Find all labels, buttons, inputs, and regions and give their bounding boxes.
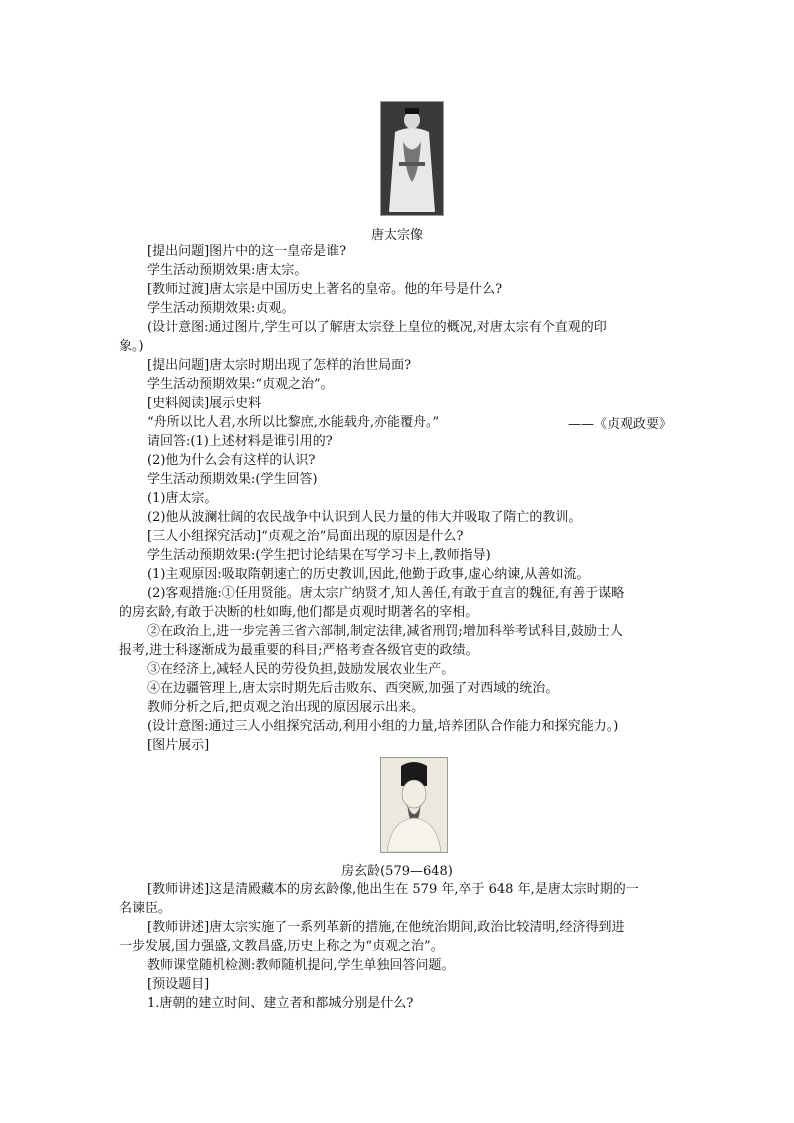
line2-2: [教师讲述]唐太宗实施了一系列革新的措施,在他统治期间,政治比较清明,经济得到进 [147, 920, 625, 935]
line2-6: 1.唐朝的建立时间、建立者和都城分别是什么? [147, 996, 414, 1011]
line-13: (1)唐太宗。 [147, 491, 218, 506]
line-7: 学生活动预期效果:“贞观之治”。 [147, 377, 334, 392]
line2-3: 一步发展,国力强盛,文教昌盛,历史上称之为“贞观之治”。 [119, 939, 444, 954]
line-19: 的房玄龄,有敢于决断的杜如晦,他们都是贞观时期著名的宰相。 [119, 605, 479, 620]
line-12: 学生活动预期效果:(学生回答) [147, 472, 318, 487]
portrait-image-2 [381, 758, 447, 852]
line-22: ③在经济上,减轻人民的劳役负担,鼓励发展农业生产。 [147, 662, 455, 677]
fang-xuanling-portrait [380, 757, 448, 853]
line-14: (2)他从波澜壮阔的农民战争中认识到人民力量的伟大并吸取了隋亡的教训。 [147, 510, 582, 525]
line-15: [三人小组探究活动]“贞观之治”局面出现的原因是什么? [147, 529, 464, 544]
line-4: (设计意图:通过图片,学生可以了解唐太宗登上皇位的概况,对唐太宗有个直观的印 [147, 320, 607, 335]
line-10: 请回答:(1)上述材料是谁引用的? [147, 434, 333, 449]
line-23: ④在边疆管理上,唐太宗时期先后击败东、西突厥,加强了对西域的统治。 [147, 681, 559, 696]
line-1: 学生活动预期效果:唐太宗。 [147, 263, 308, 278]
line2-5: [预设题目] [147, 977, 210, 992]
line2-4: 教师课堂随机检测:教师随机提问,学生单独回答问题。 [147, 958, 455, 973]
line-24: 教师分析之后,把贞观之治出现的原因展示出来。 [147, 700, 425, 715]
line-5: 象。) [119, 339, 144, 354]
portrait-image-1 [381, 102, 443, 215]
figure2-caption: 房玄龄(579—648) [341, 864, 453, 879]
line-2: [教师过渡]唐太宗是中国历史上著名的皇帝。他的年号是什么? [147, 282, 503, 297]
line-21: 报考,进士科逐渐成为最重要的科目;严格考查各级官吏的政绩。 [119, 643, 479, 658]
line-3: 学生活动预期效果:贞观。 [147, 301, 295, 316]
line-6: [提出问题]唐太宗时期出现了怎样的治世局面? [147, 358, 412, 373]
line-26: [图片展示] [147, 738, 210, 753]
quote-line: “舟所以比人君,水所以比黎庶,水能载舟,亦能覆舟。” [147, 415, 440, 430]
tang-taizong-portrait [380, 101, 444, 216]
line-8: [史料阅读]展示史料 [147, 396, 262, 411]
line-17: (1)主观原因:吸取隋朝速亡的历史教训,因此,他勤于政事,虚心纳谏,从善如流。 [147, 567, 590, 582]
quote-source: ——《贞观政要》 [567, 417, 672, 432]
line-20: ②在政治上,进一步完善三省六部制,制定法律,减省刑罚;增加科举考试科目,鼓励士人 [147, 624, 623, 639]
figure1-caption: 唐太宗像 [370, 228, 423, 243]
line-0: [提出问题]图片中的这一皇帝是谁? [147, 244, 347, 259]
line-25: (设计意图:通过三人小组探究活动,利用小组的力量,培养团队合作能力和探究能力。) [147, 719, 619, 734]
line-11: (2)他为什么会有这样的认识? [147, 453, 316, 468]
line2-0: [教师讲述]这是清殿藏本的房玄龄像,他出生在 579 年,卒于 648 年,是唐太宗时期的一 [147, 882, 639, 897]
line-16: 学生活动预期效果:(学生把讨论结果在写学习卡上,教师指导) [147, 548, 491, 563]
line-18: (2)客观措施:①任用贤能。唐太宗广纳贤才,知人善任,有敢于直言的魏征,有善于谋略 [147, 586, 625, 601]
line2-1: 名谏臣。 [119, 901, 172, 916]
